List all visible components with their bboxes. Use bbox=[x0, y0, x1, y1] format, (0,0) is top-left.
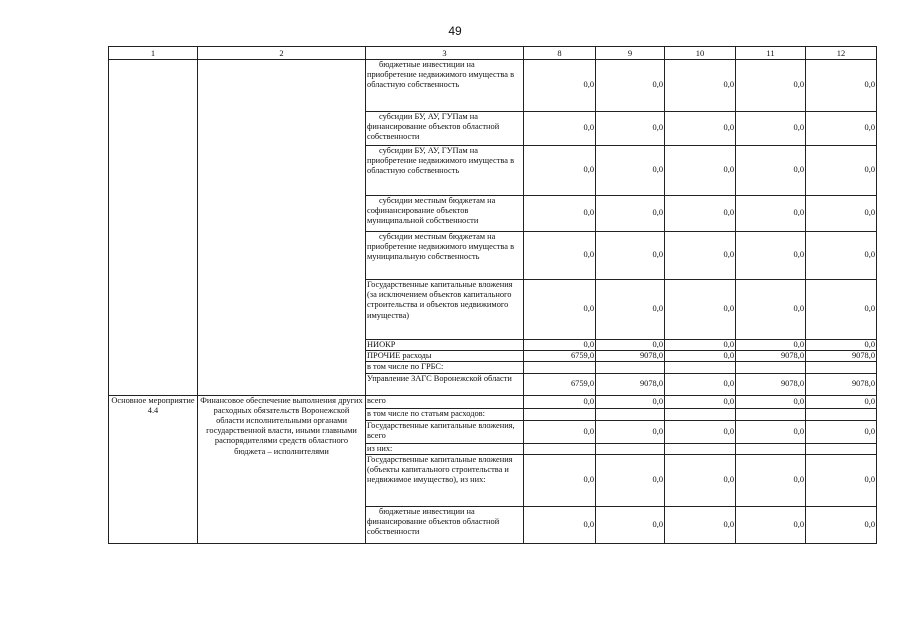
value-cell: 9078,0 bbox=[596, 373, 665, 395]
value-cell: 0,0 bbox=[596, 395, 665, 408]
budget-table bbox=[108, 46, 877, 544]
table-row bbox=[109, 60, 877, 112]
col-header: 10 bbox=[665, 47, 736, 60]
value-cell: 6759,0 bbox=[524, 351, 596, 362]
value-cell: 0,0 bbox=[596, 454, 665, 506]
value-cell: 0,0 bbox=[665, 146, 736, 196]
value-cell bbox=[596, 362, 665, 373]
col-header: 9 bbox=[596, 47, 665, 60]
value-cell: 0,0 bbox=[596, 340, 665, 351]
row-label: всего bbox=[366, 395, 524, 408]
value-cell: 0,0 bbox=[524, 112, 596, 146]
row-label: субсидии местным бюджетам на софинансирование объектов муниципальной собственности bbox=[366, 196, 524, 232]
value-cell: 0,0 bbox=[665, 196, 736, 232]
value-cell: 0,0 bbox=[524, 196, 596, 232]
value-cell: 9078,0 bbox=[736, 351, 806, 362]
value-cell bbox=[736, 443, 806, 454]
col-header: 2 bbox=[198, 47, 366, 60]
value-cell: 0,0 bbox=[665, 373, 736, 395]
row-label: бюджетные инвестиции на приобретение недвижимого имущества в областную собственность bbox=[366, 60, 524, 112]
value-cell bbox=[806, 443, 877, 454]
row-label: Управление ЗАГС Воронежской области bbox=[366, 373, 524, 395]
row-label: субсидии местным бюджетам на приобретение недвижимого имущества в муниципальную собственность bbox=[366, 232, 524, 280]
value-cell: 9078,0 bbox=[806, 373, 877, 395]
value-cell: 0,0 bbox=[806, 506, 877, 543]
value-cell: 0,0 bbox=[596, 146, 665, 196]
value-cell: 0,0 bbox=[524, 395, 596, 408]
value-cell: 0,0 bbox=[736, 60, 806, 112]
row-label: в том числе по статьям расходов: bbox=[366, 408, 524, 420]
value-cell: 0,0 bbox=[524, 340, 596, 351]
value-cell bbox=[665, 443, 736, 454]
value-cell: 0,0 bbox=[806, 232, 877, 280]
value-cell: 0,0 bbox=[806, 112, 877, 146]
value-cell: 0,0 bbox=[524, 506, 596, 543]
value-cell bbox=[524, 408, 596, 420]
value-cell: 0,0 bbox=[596, 280, 665, 340]
value-cell: 0,0 bbox=[806, 196, 877, 232]
value-cell: 0,0 bbox=[736, 112, 806, 146]
value-cell: 0,0 bbox=[665, 454, 736, 506]
value-cell: 0,0 bbox=[665, 351, 736, 362]
value-cell bbox=[596, 443, 665, 454]
col-header: 11 bbox=[736, 47, 806, 60]
value-cell bbox=[596, 408, 665, 420]
value-cell bbox=[665, 408, 736, 420]
value-cell: 6759,0 bbox=[524, 373, 596, 395]
value-cell: 0,0 bbox=[524, 420, 596, 443]
row-label: в том числе по ГРБС: bbox=[366, 362, 524, 373]
row-label: Государственные капитальные вложения (за исключением объектов капитального строительства и объектов недвижимого имущества) bbox=[366, 280, 524, 340]
value-cell: 0,0 bbox=[806, 146, 877, 196]
page-number: 49 bbox=[448, 24, 462, 38]
row-label: Государственные капитальные вложения, всего bbox=[366, 420, 524, 443]
value-cell: 0,0 bbox=[736, 232, 806, 280]
value-cell bbox=[524, 443, 596, 454]
row-label: ПРОЧИЕ расходы bbox=[366, 351, 524, 362]
table-row bbox=[109, 395, 877, 408]
value-cell: 9078,0 bbox=[596, 351, 665, 362]
row-label: Государственные капитальные вложения (объекты капитального строительства и недвижимое имущество), из них: bbox=[366, 454, 524, 506]
value-cell: 0,0 bbox=[524, 454, 596, 506]
row-label: субсидии БУ, АУ, ГУПам на приобретение недвижимого имущества в областную собственность bbox=[366, 146, 524, 196]
row-label: субсидии БУ, АУ, ГУПам на финансирование объектов областной собственности bbox=[366, 112, 524, 146]
value-cell: 0,0 bbox=[736, 506, 806, 543]
value-cell: 0,0 bbox=[524, 232, 596, 280]
value-cell bbox=[736, 362, 806, 373]
value-cell: 0,0 bbox=[806, 280, 877, 340]
value-cell: 0,0 bbox=[736, 340, 806, 351]
value-cell: 0,0 bbox=[665, 112, 736, 146]
value-cell bbox=[665, 362, 736, 373]
value-cell bbox=[806, 362, 877, 373]
value-cell: 0,0 bbox=[736, 420, 806, 443]
col1-blank bbox=[109, 60, 198, 396]
col-header: 12 bbox=[806, 47, 877, 60]
value-cell: 0,0 bbox=[596, 232, 665, 280]
col2-blank bbox=[198, 60, 366, 396]
measure-id-cell: Основное мероприятие 4.4 bbox=[109, 395, 198, 543]
value-cell: 0,0 bbox=[596, 420, 665, 443]
header-row bbox=[109, 47, 877, 60]
value-cell: 0,0 bbox=[806, 420, 877, 443]
value-cell: 0,0 bbox=[665, 60, 736, 112]
value-cell: 0,0 bbox=[806, 454, 877, 506]
value-cell: 0,0 bbox=[596, 196, 665, 232]
value-cell: 0,0 bbox=[665, 506, 736, 543]
value-cell: 0,0 bbox=[524, 146, 596, 196]
value-cell: 0,0 bbox=[596, 506, 665, 543]
value-cell: 0,0 bbox=[665, 420, 736, 443]
value-cell: 0,0 bbox=[736, 280, 806, 340]
col-header: 3 bbox=[366, 47, 524, 60]
value-cell: 0,0 bbox=[736, 395, 806, 408]
value-cell bbox=[524, 362, 596, 373]
value-cell: 0,0 bbox=[806, 60, 877, 112]
value-cell: 0,0 bbox=[596, 112, 665, 146]
value-cell: 9078,0 bbox=[806, 351, 877, 362]
row-label: НИОКР bbox=[366, 340, 524, 351]
value-cell: 0,0 bbox=[806, 340, 877, 351]
value-cell: 0,0 bbox=[665, 280, 736, 340]
col-header: 1 bbox=[109, 47, 198, 60]
value-cell: 0,0 bbox=[665, 232, 736, 280]
row-label: бюджетные инвестиции на финансирование объектов областной собственности bbox=[366, 506, 524, 543]
value-cell: 0,0 bbox=[806, 395, 877, 408]
measure-name-cell: Финансовое обеспечение выполнения других расходных обязательств Воронежской области исполнительными органами государственной власти, иными главными распорядителями средств областного бюджета – исполнителями bbox=[198, 395, 366, 543]
row-label: из них: bbox=[366, 443, 524, 454]
value-cell: 0,0 bbox=[596, 60, 665, 112]
value-cell: 0,0 bbox=[524, 60, 596, 112]
value-cell: 0,0 bbox=[665, 340, 736, 351]
value-cell bbox=[736, 408, 806, 420]
value-cell: 0,0 bbox=[665, 395, 736, 408]
value-cell: 9078,0 bbox=[736, 373, 806, 395]
value-cell: 0,0 bbox=[736, 196, 806, 232]
value-cell: 0,0 bbox=[736, 146, 806, 196]
value-cell: 0,0 bbox=[736, 454, 806, 506]
value-cell bbox=[806, 408, 877, 420]
col-header: 8 bbox=[524, 47, 596, 60]
value-cell: 0,0 bbox=[524, 280, 596, 340]
